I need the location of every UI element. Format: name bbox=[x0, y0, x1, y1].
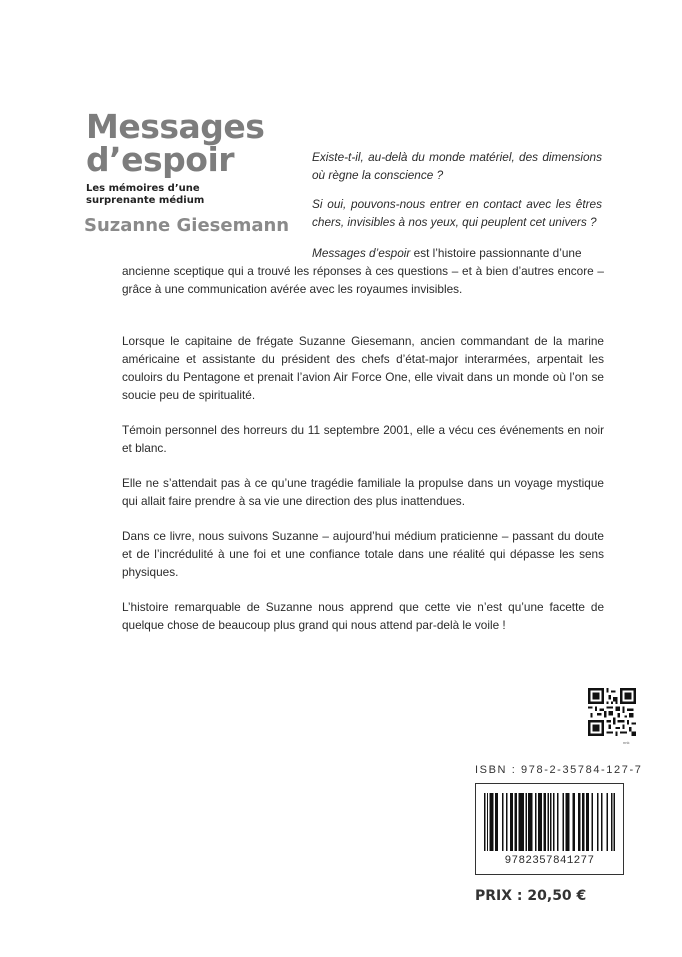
barcode-bar bbox=[490, 793, 491, 851]
book-subtitle-line2: surprenante médium bbox=[86, 195, 205, 206]
barcode-bar bbox=[521, 793, 522, 851]
barcode-bar bbox=[574, 793, 575, 851]
barcode-bar bbox=[563, 793, 564, 851]
barcode-bar bbox=[582, 793, 583, 851]
barcode-bar bbox=[567, 793, 568, 851]
barcode-bar bbox=[516, 793, 517, 851]
barcode-bar bbox=[597, 793, 598, 851]
book-title bbox=[86, 107, 265, 179]
barcode-bar bbox=[530, 793, 531, 851]
barcode-bar bbox=[543, 793, 544, 851]
barcode-bar bbox=[545, 793, 546, 851]
author-name: Suzanne Giesemann bbox=[84, 215, 290, 236]
price-label: PRIX bbox=[475, 888, 513, 904]
barcode-bar bbox=[495, 793, 496, 851]
barcode-bar bbox=[541, 793, 542, 851]
qr-code bbox=[588, 688, 636, 736]
barcode-bar bbox=[528, 793, 529, 851]
barcode-bar bbox=[592, 793, 593, 851]
lead-paragraph bbox=[122, 244, 604, 298]
barcode-number: 9782357841277 bbox=[504, 855, 595, 867]
barcode-bar bbox=[525, 793, 526, 851]
barcode-bar bbox=[510, 793, 511, 851]
qr-caption: nnk bbox=[623, 740, 630, 745]
paragraph: Témoin personnel des horreurs du 11 septembre 2001, elle a vécu ces événements en noir et blanc. bbox=[122, 423, 604, 455]
barcode-bar bbox=[586, 793, 587, 851]
barcode-bar bbox=[523, 793, 524, 851]
barcode-bar bbox=[583, 793, 584, 851]
barcode-bar bbox=[496, 793, 497, 851]
lead-first-line bbox=[312, 244, 604, 262]
barcode-bar bbox=[531, 793, 532, 851]
paragraph: Lorsque le capitaine de frégate Suzanne Giesemann, ancien commandant de la marine américaine et assistante du président des chefs d’état-major interarmées, arpentait les couloirs du Pentagone et prenait l’avion Air Force One, elle vivait dans un monde où l’on se soucie peu de spiritualité. bbox=[122, 334, 604, 402]
barcode-bar bbox=[553, 793, 554, 851]
barcode-bar bbox=[506, 793, 507, 851]
barcode-box bbox=[475, 783, 624, 875]
barcode-bar bbox=[539, 793, 540, 851]
barcode-bar bbox=[607, 793, 608, 851]
lead-part2: ancienne sceptique qui a trouvé les réponses à ces questions – et à bien d’autres encore – grâce à une communication avérée avec les royaumes invisibles. bbox=[122, 264, 604, 296]
barcode-bar bbox=[550, 793, 551, 851]
barcode-bar bbox=[502, 793, 503, 851]
barcode-bar bbox=[491, 793, 492, 851]
isbn-value: : 978-2-35784-127-7 bbox=[507, 764, 643, 776]
price bbox=[475, 888, 586, 904]
intro-question: Si oui, pouvons-nous entrer en contact avec les êtres chers, invisibles à nos yeux, qui peuplent cet univers ? bbox=[312, 197, 602, 229]
barcode-bar bbox=[547, 793, 548, 851]
price-value: : 20,50 € bbox=[512, 888, 587, 904]
barcode-bar bbox=[614, 793, 615, 851]
paragraph: L’histoire remarquable de Suzanne nous apprend que cette vie n’est qu’une facette de quelque chose de beaucoup plus grand qui nous attend par-delà le voile ! bbox=[122, 600, 604, 632]
lead-book-title: Messages d’espoir bbox=[312, 246, 411, 260]
barcode-bar bbox=[565, 793, 566, 851]
book-subtitle bbox=[86, 183, 204, 207]
barcode-bar bbox=[535, 793, 536, 851]
barcode-bar bbox=[557, 793, 558, 851]
intro-question: Existe-t-il, au-delà du monde matériel, des dimensions où règne la conscience ? bbox=[312, 150, 602, 182]
paragraph: Dans ce livre, nous suivons Suzanne – aujourd’hui médium praticienne – passant du doute et de l’incrédulité à une foi et une confiance totale dans une réalité qui dépasse les sens physiques. bbox=[122, 529, 604, 579]
barcode-bar bbox=[587, 793, 588, 851]
book-title-line2: d’espoir bbox=[86, 140, 235, 179]
paragraph: Elle ne s’attendait pas à ce qu’une tragédie familiale la propulse dans un voyage mystique qui allait faire prendre à sa vie une direction des plus inattendues. bbox=[122, 476, 604, 508]
barcode-bar bbox=[492, 793, 493, 851]
barcode-bar bbox=[518, 793, 519, 851]
isbn-line bbox=[475, 764, 642, 776]
barcode-bar bbox=[568, 793, 569, 851]
barcode-bar bbox=[512, 793, 513, 851]
lead-part1: est l’histoire passionnante d’une bbox=[410, 246, 582, 260]
barcode-bar bbox=[487, 793, 488, 851]
book-title-line1: Messages bbox=[86, 107, 265, 146]
back-cover-text bbox=[122, 244, 604, 651]
barcode-bar bbox=[484, 793, 485, 851]
barcode-bar bbox=[538, 793, 539, 851]
book-subtitle-line1: Les mémoires d’une bbox=[86, 183, 200, 194]
barcode-bar bbox=[520, 793, 521, 851]
intro-questions bbox=[312, 148, 602, 242]
barcode-bar bbox=[578, 793, 579, 851]
barcode-bar bbox=[572, 793, 573, 851]
barcode-bar bbox=[611, 793, 612, 851]
isbn-label: ISBN bbox=[475, 764, 508, 776]
barcode bbox=[484, 793, 615, 851]
barcode-bar bbox=[514, 793, 515, 851]
barcode-bar bbox=[579, 793, 580, 851]
barcode-bar bbox=[601, 793, 602, 851]
